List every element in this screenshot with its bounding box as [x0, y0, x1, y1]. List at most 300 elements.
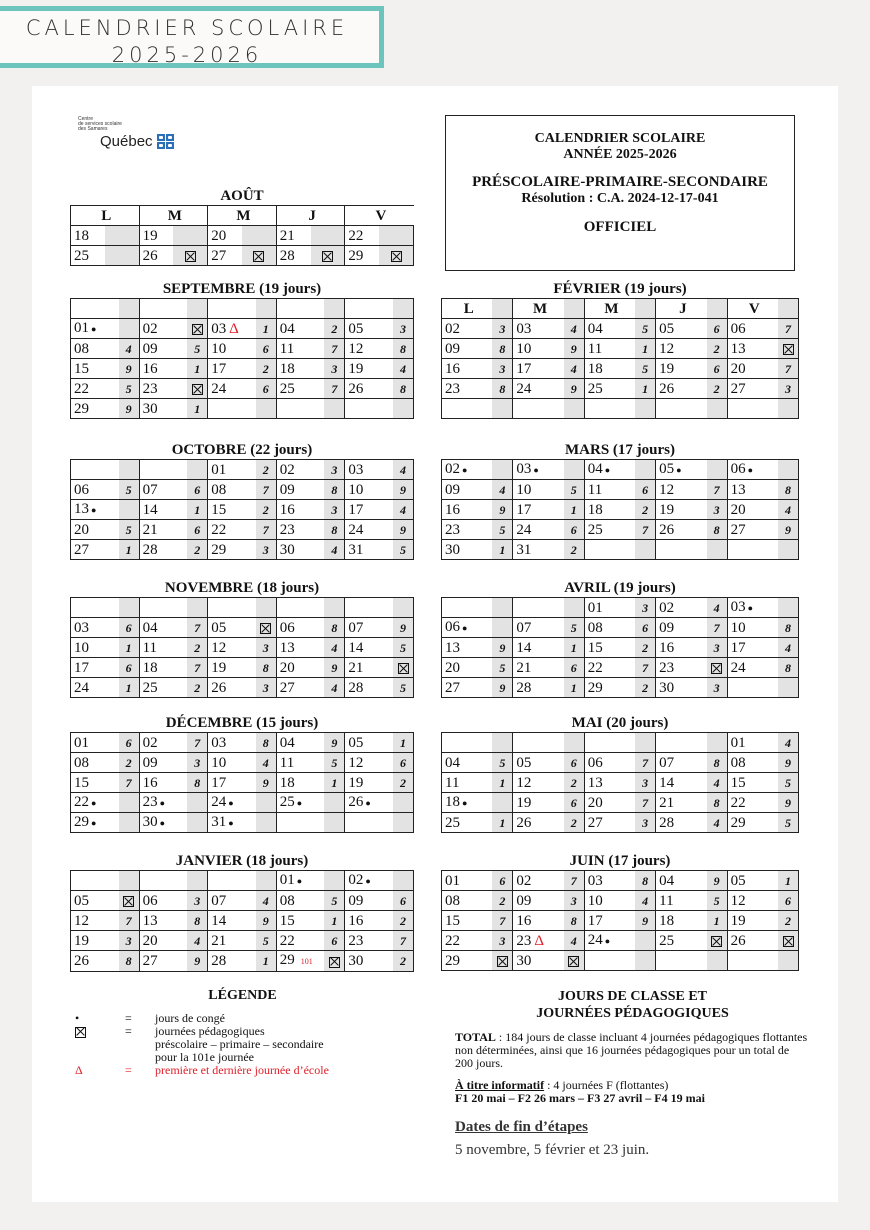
cycle-day-number: 7 [324, 339, 345, 359]
day-cell: 19 [139, 226, 173, 246]
month-title: DÉCEMBRE (15 jours) [165, 715, 319, 731]
day-cell: 27 [139, 951, 187, 972]
day-cell [727, 678, 778, 698]
day-cell: 19 [513, 793, 564, 813]
cycle-day-number: 7 [187, 618, 208, 638]
term-end-dates: 5 novembre, 5 février et 23 juin. [455, 1142, 650, 1158]
legend-title: LÉGENDE [208, 988, 277, 1003]
weekday-header: L [71, 206, 140, 226]
floating-days: F1 20 mai – F2 26 mars – F3 27 avril – F4 19 mai [455, 1091, 705, 1105]
weekday-header: J [276, 206, 345, 226]
page-banner [0, 6, 384, 68]
cycle-day-number: 8 [492, 339, 513, 359]
cycle-day-number: 9 [492, 678, 513, 698]
day-cell: 04 [442, 753, 493, 773]
cycle-day-number: 9 [393, 520, 414, 540]
cycle-day-number [242, 246, 276, 266]
cycle-day-number [707, 540, 728, 560]
month-octobre [70, 441, 414, 560]
day-cell: 31 [345, 540, 393, 560]
day-cell: 06 [139, 891, 187, 911]
day-cell: 09 [442, 339, 493, 359]
cycle-day-number [492, 951, 513, 971]
cycle-day-number: 3 [492, 359, 513, 379]
day-cell: 05 [513, 753, 564, 773]
month-fevrier [441, 280, 799, 419]
day-cell: 15 [71, 773, 119, 793]
cycle-day-number: 1 [492, 540, 513, 560]
cycle-day-number: 4 [324, 540, 345, 560]
month-decembre [70, 714, 414, 833]
cycle-day-number: 6 [187, 480, 208, 500]
day-cell: 28 [208, 951, 256, 972]
week-row [442, 399, 799, 419]
day-cell: 18 ● [442, 793, 493, 813]
cycle-day-number: 2 [707, 379, 728, 399]
week-row [442, 359, 799, 379]
weekday-header: M [208, 206, 277, 226]
day-cell: 23 Δ [513, 931, 564, 951]
day-cell: 14 [345, 638, 393, 658]
cycle-day-number: 2 [256, 500, 277, 520]
cycle-day-number: 1 [119, 678, 140, 698]
day-cell: 12 [71, 911, 119, 931]
cycle-day-number: 6 [393, 753, 414, 773]
legend-equals [125, 1038, 155, 1051]
day-cell: 02 [139, 733, 187, 753]
month-title: JUIN (17 jours) [569, 853, 671, 869]
day-cell: 28 [139, 540, 187, 560]
day-cell: 03 [345, 460, 393, 480]
day-cell: 16 [139, 359, 187, 379]
cycle-day-number: 2 [187, 540, 208, 560]
cycle-day-number [778, 399, 799, 419]
cycle-day-number: 1 [492, 773, 513, 793]
cycle-day-number: 2 [564, 540, 585, 560]
day-cell: 24 ● [584, 931, 635, 951]
cycle-day-number: 5 [492, 753, 513, 773]
cycle-day-number: 3 [324, 460, 345, 480]
day-cell: 11 [276, 339, 324, 359]
cycle-day-number: 2 [324, 319, 345, 339]
month-mars [441, 441, 799, 560]
cycle-day-number [707, 931, 728, 951]
cycle-day-number [778, 460, 799, 480]
cycle-day-number: 6 [707, 359, 728, 379]
day-cell: 05 [727, 871, 778, 891]
cycle-day-number: 8 [187, 911, 208, 931]
cycle-day-number [119, 598, 140, 618]
cycle-day-number: 5 [324, 753, 345, 773]
cycle-day-number: 5 [119, 379, 140, 399]
day-cell: 06 [727, 319, 778, 339]
quebec-flag-icon [157, 134, 174, 149]
cycle-day-number: 1 [635, 339, 656, 359]
cycle-day-number [187, 460, 208, 480]
cycle-day-number: 8 [635, 871, 656, 891]
day-cell: 17 [208, 359, 256, 379]
day-cell: 01 [584, 598, 635, 618]
cycle-day-number [778, 678, 799, 698]
day-cell: 16 [442, 359, 493, 379]
week-row [442, 773, 799, 793]
week-row [442, 520, 799, 540]
pedagogical-day-icon [568, 956, 579, 967]
cycle-day-number: 5 [778, 813, 799, 833]
day-cell [442, 598, 493, 618]
day-cell: 07 [139, 480, 187, 500]
cycle-day-number: 5 [564, 618, 585, 638]
cycle-day-number: 7 [324, 379, 345, 399]
week-row [71, 319, 414, 339]
cycle-day-number: 3 [707, 678, 728, 698]
week-row [71, 520, 414, 540]
day-cell: 11 [139, 638, 187, 658]
day-cell: 10 [208, 339, 256, 359]
day-cell: 04 [276, 733, 324, 753]
week-row [442, 500, 799, 520]
cycle-day-number [119, 460, 140, 480]
holiday-icon: ● [365, 876, 371, 886]
day-cell: 30 [345, 951, 393, 972]
cycle-day-number: 1 [119, 540, 140, 560]
cycle-day-number [119, 793, 140, 813]
day-cell: 04 [276, 319, 324, 339]
day-cell: 12 [208, 638, 256, 658]
cycle-day-number: 8 [324, 520, 345, 540]
day-cell: 29 [727, 813, 778, 833]
week-row [442, 813, 799, 833]
day-cell: 24 [513, 520, 564, 540]
day-cell: 24 [208, 379, 256, 399]
cycle-day-number [393, 871, 414, 891]
day-cell: 24 [71, 678, 119, 698]
day-cell: 26 [727, 931, 778, 951]
cycle-day-number: 9 [187, 951, 208, 972]
legend-equals: = [125, 1063, 132, 1077]
week-row [442, 951, 799, 971]
day-cell: 14 [513, 638, 564, 658]
cycle-day-number: 6 [256, 339, 277, 359]
day-cell: 16 [656, 638, 707, 658]
day-cell [442, 399, 493, 419]
day-cell: 08 [71, 339, 119, 359]
cycle-day-number [492, 598, 513, 618]
day-cell: 16 [139, 773, 187, 793]
day-cell [584, 399, 635, 419]
pedagogical-day-icon [253, 251, 264, 262]
day-cell: 07 [345, 618, 393, 638]
week-row [442, 911, 799, 931]
cycle-day-number [324, 793, 345, 813]
day-cell: 27 [727, 520, 778, 540]
day-cell: 30 [513, 951, 564, 971]
cycle-day-number [635, 931, 656, 951]
day-cell [208, 871, 256, 891]
legend-text: journées pédagogiques [155, 1024, 265, 1038]
logo-line: Centre [78, 116, 94, 122]
day-cell: 11 [584, 480, 635, 500]
cycle-day-number [778, 931, 799, 951]
cycle-day-number: 5 [492, 520, 513, 540]
day-cell: 09 [513, 891, 564, 911]
banner-year: 2025-2026 [111, 43, 263, 67]
day-cell: 06 [584, 753, 635, 773]
day-cell: 05 ● [656, 460, 707, 480]
cycle-day-number: 4 [778, 733, 799, 753]
pedagogical-day-icon [192, 324, 203, 335]
week-row [442, 598, 799, 618]
cycle-day-number: 2 [707, 339, 728, 359]
day-cell: 23 [139, 379, 187, 399]
cycle-day-number: 4 [707, 773, 728, 793]
day-cell: 24 [727, 658, 778, 678]
cycle-day-number: 4 [256, 891, 277, 911]
cycle-day-number: 8 [393, 379, 414, 399]
cycle-day-number: 6 [564, 658, 585, 678]
cycle-day-number: 4 [324, 638, 345, 658]
day-cell: 26 [656, 379, 707, 399]
weekday-header: M [139, 206, 208, 226]
month-aout [70, 187, 414, 266]
legend-spacer [70, 1038, 125, 1051]
cycle-day-number: 5 [707, 891, 728, 911]
weekday-header: V [727, 299, 778, 319]
cycle-day-number [778, 598, 799, 618]
holiday-icon: ● [159, 818, 166, 828]
cycle-day-number: 1 [256, 951, 277, 972]
cycle-day-number: 7 [256, 520, 277, 540]
cycle-day-number: 4 [393, 460, 414, 480]
cycle-day-number [256, 598, 277, 618]
day-cell: 22 [584, 658, 635, 678]
month-title: JANVIER (18 jours) [175, 853, 309, 869]
cycle-day-number: 9 [119, 359, 140, 379]
week-row [442, 480, 799, 500]
cycle-day-number: 2 [635, 638, 656, 658]
day-cell: 25 ● [276, 793, 324, 813]
day-cell: 22 [71, 379, 119, 399]
month-title: AVRIL (19 jours) [564, 580, 676, 596]
day-cell: 26 [656, 520, 707, 540]
cycle-day-number [564, 460, 585, 480]
pedagogical-day-icon [711, 936, 722, 947]
day-cell: 03 Δ [208, 319, 256, 339]
holiday-icon: • [75, 1011, 80, 1025]
day-cell: 10 [727, 618, 778, 638]
pedagogical-day-icon [192, 384, 203, 395]
day-cell: 01 [727, 733, 778, 753]
weekday-header: J [656, 299, 707, 319]
cycle-day-number: 4 [778, 638, 799, 658]
month-avril [441, 579, 799, 698]
day-cell: 22 [276, 931, 324, 951]
cycle-day-number: 9 [324, 733, 345, 753]
day-cell: 19 [345, 773, 393, 793]
cycle-day-number: 3 [492, 931, 513, 951]
week-row [71, 951, 414, 972]
day-cell: 12 [727, 891, 778, 911]
cycle-day-number [311, 246, 345, 266]
cycle-day-number: 1 [187, 359, 208, 379]
week-row [442, 379, 799, 399]
pedagogical-day-icon [391, 251, 402, 262]
day-cell: 07 [513, 618, 564, 638]
cycle-day-number [778, 339, 799, 359]
cycle-day-number [707, 460, 728, 480]
day-cell: 20 [139, 931, 187, 951]
day-cell: 15 [442, 911, 493, 931]
cycle-day-number [187, 299, 208, 319]
cycle-day-number [393, 793, 414, 813]
day-cell: 09 [276, 480, 324, 500]
day-cell: 10 [584, 891, 635, 911]
day-cell: 11 [276, 753, 324, 773]
day-cell: 16 [276, 500, 324, 520]
day-cell: 23 [276, 520, 324, 540]
day-cell: 29 [71, 399, 119, 419]
day-cell: 05 [345, 733, 393, 753]
day-cell: 21 [276, 226, 310, 246]
cycle-day-number: 8 [707, 520, 728, 540]
cycle-day-number: 9 [778, 753, 799, 773]
week-row [71, 891, 414, 911]
cycle-day-number [256, 618, 277, 638]
legend-equals: = [125, 1011, 132, 1025]
cycle-day-number: 9 [564, 339, 585, 359]
cycle-day-number [119, 500, 140, 520]
day-cell: 29 [345, 246, 379, 266]
cycle-day-number: 1 [119, 638, 140, 658]
day-cell: 08 [208, 480, 256, 500]
cycle-day-number: 2 [393, 911, 414, 931]
week-row [442, 540, 799, 560]
week-row [71, 678, 414, 698]
quebec-wordmark [100, 133, 174, 150]
cycle-day-number [173, 246, 207, 266]
day-cell: 22 [345, 226, 379, 246]
cycle-day-number: 2 [256, 359, 277, 379]
cycle-day-number [119, 319, 140, 339]
cycle-day-number: 2 [256, 460, 277, 480]
day-cell [208, 598, 256, 618]
week-row [71, 339, 414, 359]
cycle-day-number [324, 598, 345, 618]
cycle-day-number: 5 [635, 359, 656, 379]
day-cell: 01 [442, 871, 493, 891]
day-cell: 13 [584, 773, 635, 793]
cycle-day-number: 7 [635, 520, 656, 540]
month-title: MARS (17 jours) [565, 442, 675, 458]
day-cell: 28 [513, 678, 564, 698]
cycle-day-number [187, 813, 208, 833]
day-cell: 21 [513, 658, 564, 678]
day-cell: 18 [584, 500, 635, 520]
summary-title: JOURS DE CLASSE ET [558, 989, 707, 1004]
cycle-day-number [635, 951, 656, 971]
cycle-day-number: 1 [324, 773, 345, 793]
cycle-day-number: 7 [707, 618, 728, 638]
cycle-day-number: 6 [635, 480, 656, 500]
day-cell: 20 [71, 520, 119, 540]
pedagogical-day-icon [185, 251, 196, 262]
day-cell: 25 [442, 813, 493, 833]
cycle-day-number: 8 [324, 618, 345, 638]
day-cell: 18 [139, 658, 187, 678]
cycle-day-number [187, 379, 208, 399]
cycle-day-number [105, 246, 139, 266]
day-cell: 07 [208, 891, 256, 911]
day-cell [139, 299, 187, 319]
day-cell: 01 [71, 733, 119, 753]
day-cell: 02 ● [345, 871, 393, 891]
holiday-icon: ● [462, 465, 468, 475]
doc-resolution: Résolution : C.A. 2024-12-17-041 [521, 191, 719, 206]
cycle-day-number: 8 [187, 773, 208, 793]
holiday-icon: ● [747, 465, 753, 475]
day-cell: 29 101 [276, 951, 324, 972]
cycle-day-number: 3 [635, 598, 656, 618]
cycle-day-number: 6 [492, 871, 513, 891]
month-title: AOÛT [220, 188, 264, 204]
cycle-day-number: 8 [707, 793, 728, 813]
logo-line: de services scolaire [78, 121, 122, 127]
cycle-day-number: 1 [778, 871, 799, 891]
day-cell: 02 [442, 319, 493, 339]
week-row [71, 733, 414, 753]
cycle-day-number: 4 [256, 753, 277, 773]
cycle-day-number: 3 [256, 678, 277, 698]
day-cell: 21 [208, 931, 256, 951]
cycle-day-number: 4 [564, 359, 585, 379]
cycle-day-number [324, 871, 345, 891]
week-row [71, 911, 414, 931]
day-cell: 10 [71, 638, 119, 658]
cycle-day-number [324, 951, 345, 972]
cycle-day-number: 9 [635, 911, 656, 931]
day-cell: 06 [71, 480, 119, 500]
cycle-day-number: 8 [256, 733, 277, 753]
day-cell: 20 [442, 658, 493, 678]
month-septembre [70, 280, 414, 419]
pedagogical-day-icon [783, 936, 794, 947]
holiday-icon: ● [91, 505, 97, 515]
day-cell: 17 [727, 638, 778, 658]
cycle-day-number: 3 [492, 319, 513, 339]
term-end-title: Dates de fin d’étapes [455, 1119, 588, 1135]
holiday-icon: ● [91, 818, 97, 828]
day-cell: 17 [584, 911, 635, 931]
cycle-day-number: 6 [707, 319, 728, 339]
cycle-day-number: 3 [256, 540, 277, 560]
cycle-day-number [492, 399, 513, 419]
week-row [71, 658, 414, 678]
cycle-day-number: 9 [564, 379, 585, 399]
day-cell: 27 [71, 540, 119, 560]
first-last-day-icon: Δ [75, 1063, 83, 1077]
cycle-day-number: 7 [119, 773, 140, 793]
pedagogical-day-icon [123, 896, 134, 907]
day-cell: 01 [208, 460, 256, 480]
doc-year: ANNÉE 2025-2026 [563, 147, 677, 162]
day-cell: 25 [139, 678, 187, 698]
day-cell: 02 [656, 598, 707, 618]
cycle-day-number: 2 [187, 638, 208, 658]
cycle-day-number: 8 [778, 618, 799, 638]
day-cell: 06 [276, 618, 324, 638]
day-cell: 08 [276, 891, 324, 911]
month-title: OCTOBRE (22 jours) [171, 442, 313, 458]
